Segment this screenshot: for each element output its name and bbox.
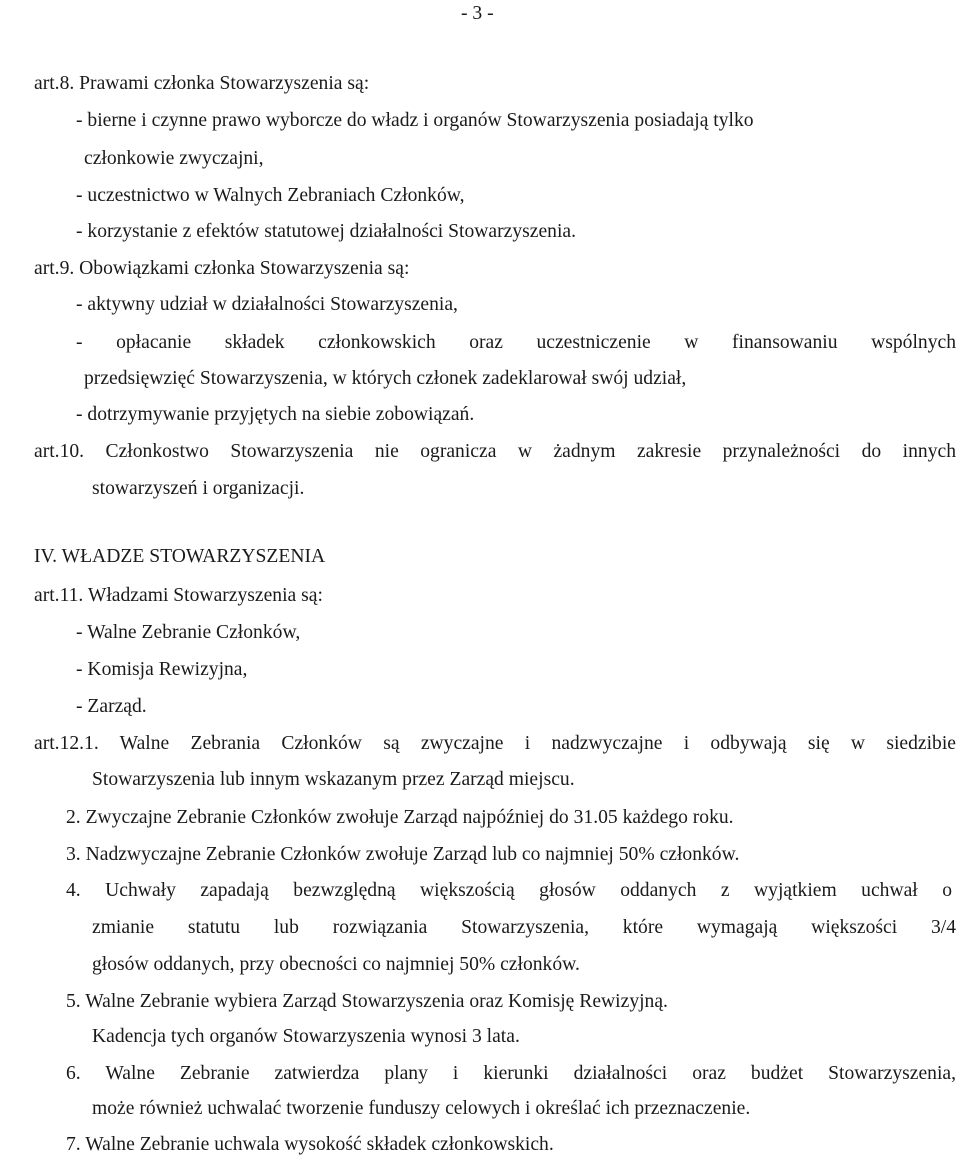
art11-item: - Zarząd. [76, 696, 147, 717]
art9-item: - dotrzymywanie przyjętych na siebie zobowiązań. [76, 404, 475, 425]
art12-paragraph: 5. Walne Zebranie wybiera Zarząd Stowarzyszenia oraz Komisję Rewizyjną. [66, 991, 668, 1012]
art8-item: - uczestnictwo w Walnych Zebraniach Członków, [76, 185, 465, 206]
art9-item: przedsięwzięć Stowarzyszenia, w których członek zadeklarował swój udział, [84, 368, 687, 389]
art8-item: - bierne i czynne prawo wyborcze do władz i organów Stowarzyszenia posiadają tylko [76, 110, 754, 131]
art12-paragraph: Stowarzyszenia lub innym wskazanym przez Zarząd miejscu. [92, 769, 575, 790]
art11-item: - Komisja Rewizyjna, [76, 659, 248, 680]
art12-paragraph: 4. Uchwały zapadają bezwzględną większością głosów oddanych z wyjątkiem uchwał o [66, 880, 952, 901]
art12-paragraph: 7. Walne Zebranie uchwala wysokość składek członkowskich. [66, 1134, 554, 1155]
art12-paragraph: 2. Zwyczajne Zebranie Członków zwołuje Zarząd najpóźniej do 31.05 każdego roku. [66, 807, 734, 828]
art8-item: członkowie zwyczajni, [84, 148, 264, 169]
art9-item: - aktywny udział w działalności Stowarzyszenia, [76, 294, 458, 315]
art12-paragraph: zmianie statutu lub rozwiązania Stowarzyszenia, które wymagają większości 3/4 [92, 917, 956, 938]
art9-heading: art.9. Obowiązkami członka Stowarzyszenia są: [34, 258, 410, 279]
art12-paragraph: 6. Walne Zebranie zatwierdza plany i kierunki działalności oraz budżet Stowarzyszenia, [66, 1063, 956, 1084]
art9-item: - opłacanie składek członkowskich oraz uczestniczenie w finansowaniu wspólnych [76, 332, 956, 353]
page-number: - 3 - [461, 3, 494, 24]
art11-item: - Walne Zebranie Członków, [76, 622, 301, 643]
art12-paragraph: art.12.1. Walne Zebrania Członków są zwyczajne i nadzwyczajne i odbywają się w siedzibie [34, 733, 956, 754]
art11-heading: art.11. Władzami Stowarzyszenia są: [34, 585, 323, 606]
art12-paragraph: może również uchwalać tworzenie funduszy celowych i określać ich przeznaczenie. [92, 1098, 751, 1119]
art8-item: - korzystanie z efektów statutowej działalności Stowarzyszenia. [76, 221, 577, 242]
art12-paragraph: 3. Nadzwyczajne Zebranie Członków zwołuje Zarząd lub co najmniej 50% członków. [66, 844, 740, 865]
section-heading: IV. WŁADZE STOWARZYSZENIA [34, 546, 326, 567]
art10-text: stowarzyszeń i organizacji. [92, 478, 305, 499]
art12-paragraph: głosów oddanych, przy obecności co najmniej 50% członków. [92, 954, 580, 975]
art10-text: art.10. Członkostwo Stowarzyszenia nie ogranicza w żadnym zakresie przynależności do innych [34, 441, 956, 462]
art8-heading: art.8. Prawami członka Stowarzyszenia są: [34, 73, 370, 94]
art12-paragraph: Kadencja tych organów Stowarzyszenia wynosi 3 lata. [92, 1026, 520, 1047]
